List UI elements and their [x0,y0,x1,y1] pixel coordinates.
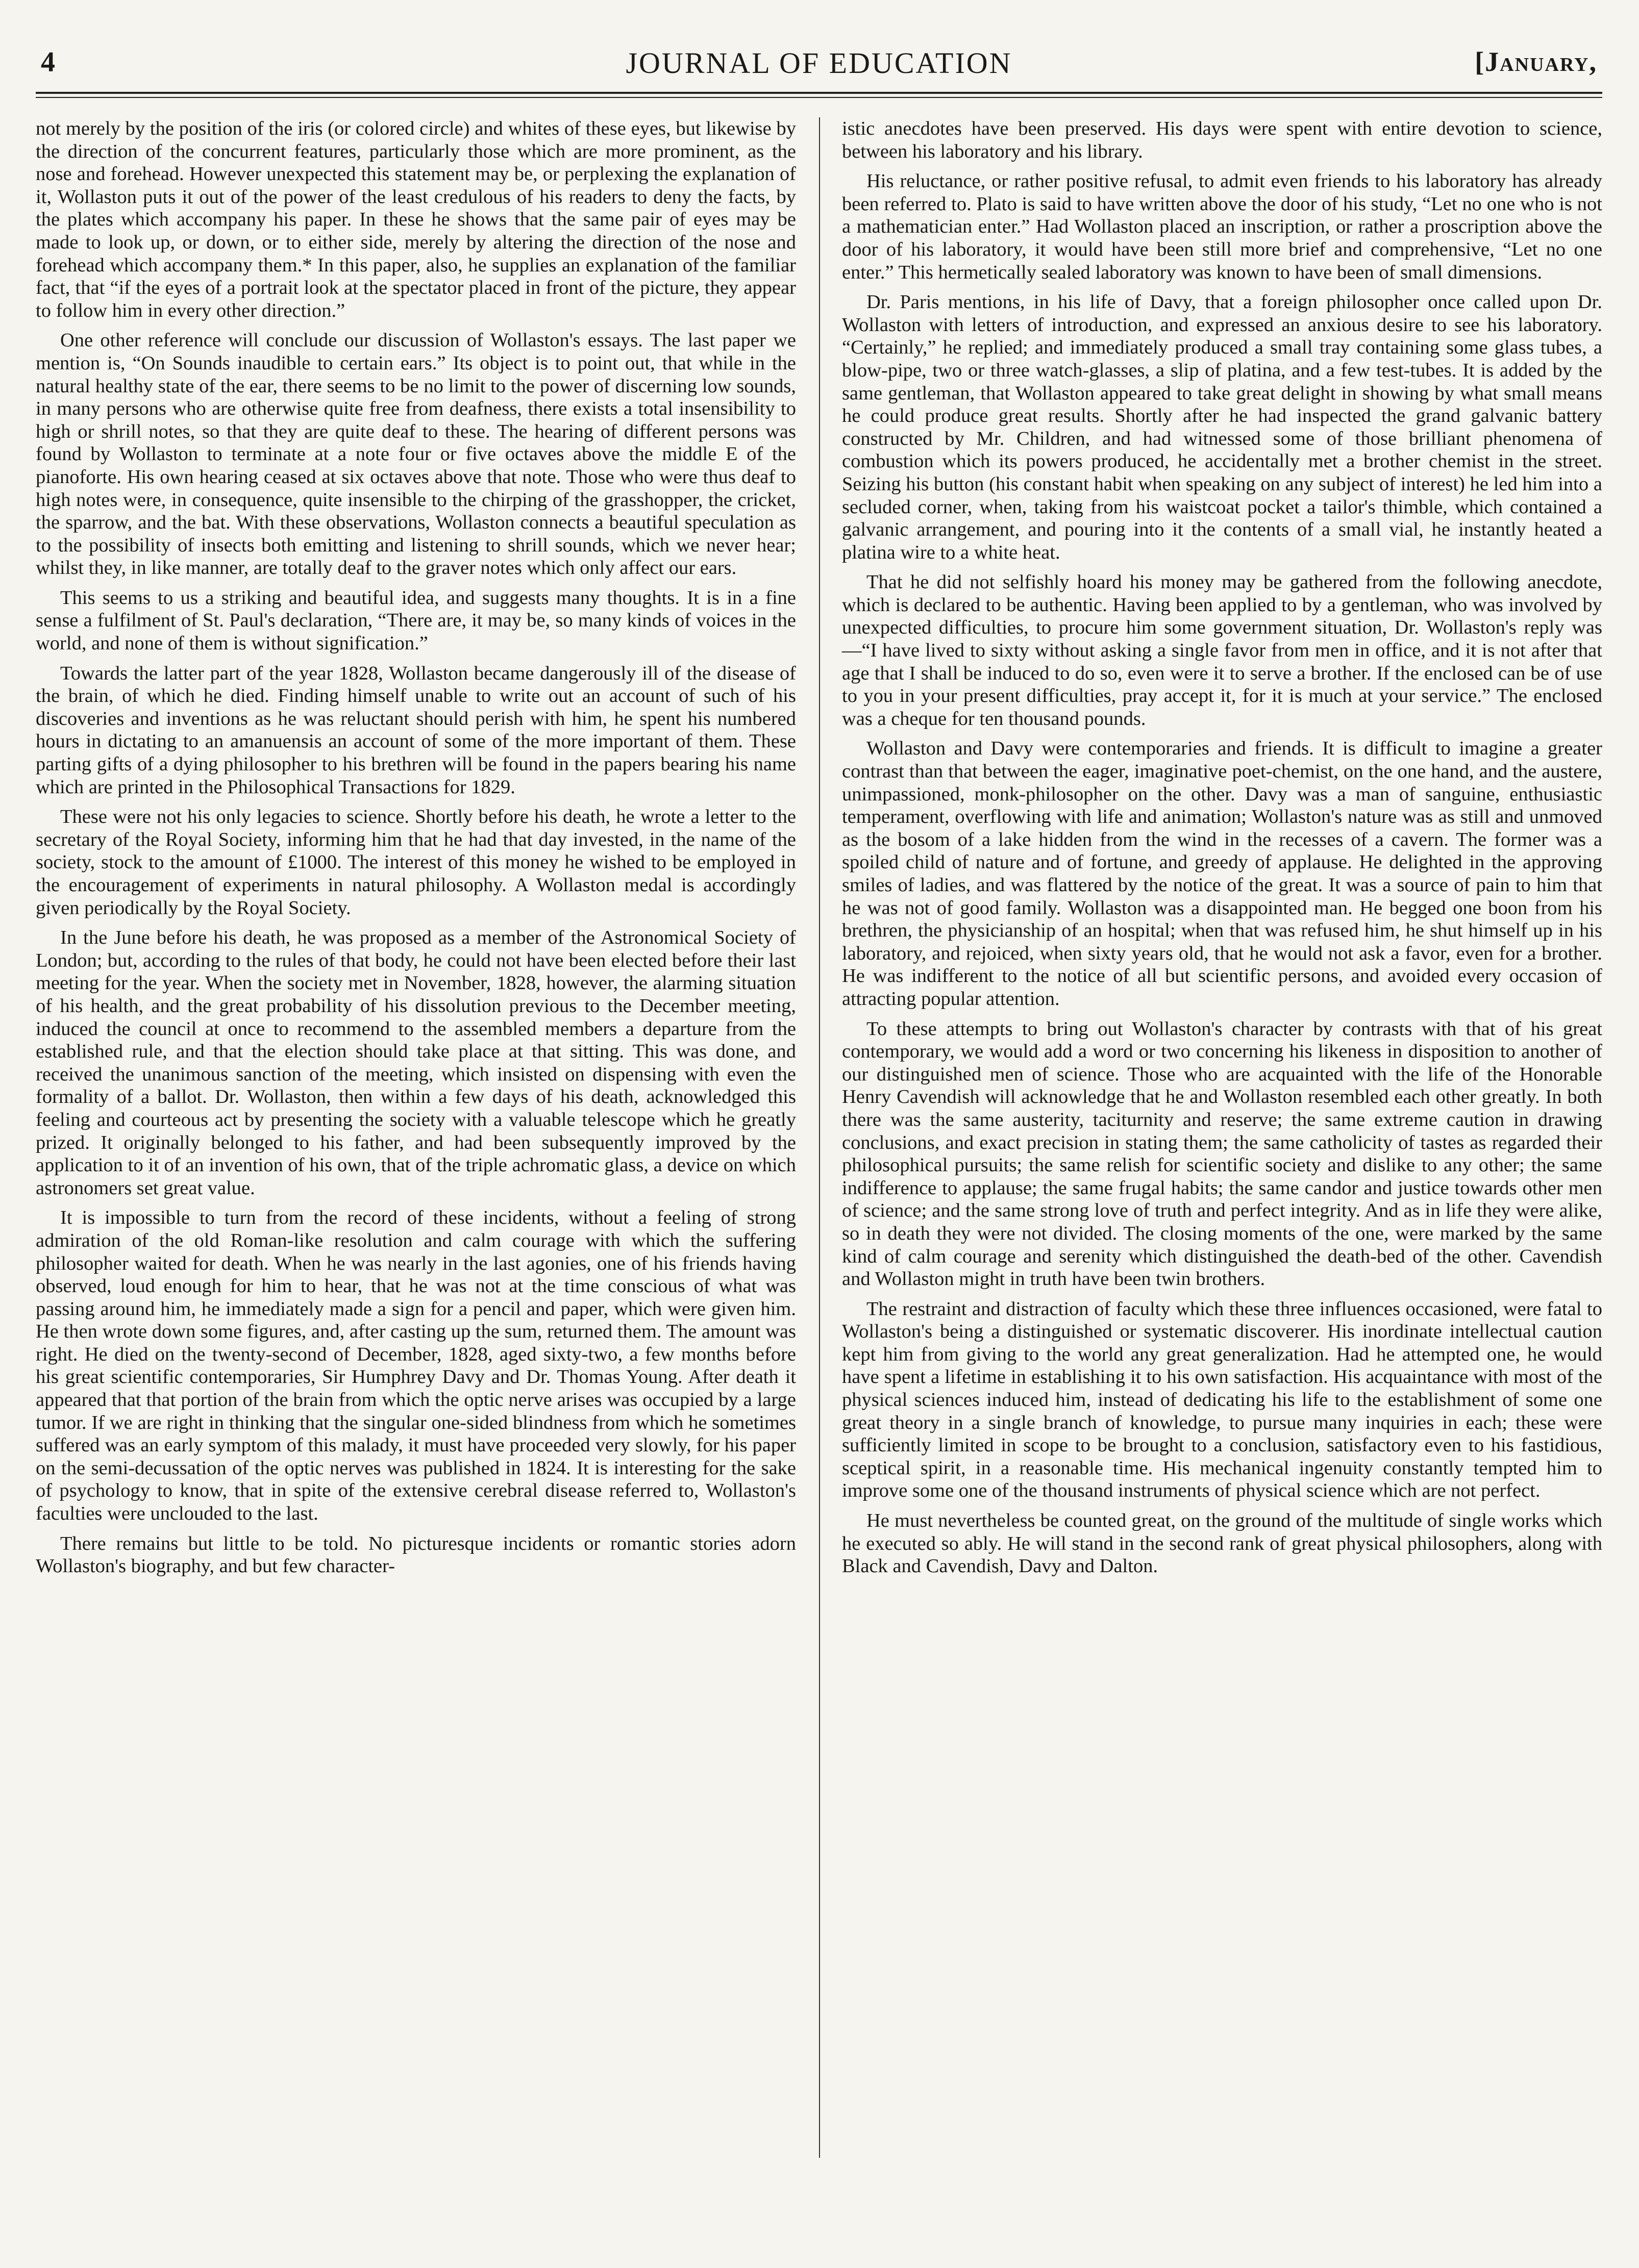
issue-month: [January, [1475,46,1597,77]
left-column [36,117,796,1585]
paragraph: That he did not selfishly hoard his money may be gathered from the following anecdote, which is declared to be authentic. Having been applied to by a gentleman, who was involved by unexpected difficulties, to procure him some government situation, Dr. Wollaston's reply was—“I have lived to sixty without asking a single favor from men in office, and it is not after that age that I shall be induced to do so, even were it to serve a brother. If the enclosed can be of use to you in your present difficulties, pray accept it, for it is much at your service.” The enclosed was a cheque for ten thousand pounds. [842,571,1602,729]
paragraph: There remains but little to be told. No picturesque incidents or romantic stories adorn Wollaston's biography, and but few character- [36,1532,796,1577]
paragraph: In the June before his death, he was proposed as a member of the Astronomical Society of London; but, according to the rules of that body, he could not have been elected before their last meeting for the year. When the society met in November, 1828, however, the alarming situation of his health, and the great probability of his dissolution previous to the December meeting, induced the council at once to recommend to the assembled members a departure from the established rule, and that the election should take place at that sitting. This was done, and received the unanimous sanction of the meeting, which insisted on dispensing with even the formality of a ballot. Dr. Wollaston, then within a few days of his death, acknowledged this feeling and courteous act by presenting the society with a valuable telescope which he greatly prized. It originally belonged to his father, and had been subsequently improved by the application to it of an invention of his own, that of the triple achromatic glass, a device on which astronomers set great value. [36,927,796,1199]
column-divider [819,117,820,2158]
paragraph: not merely by the position of the iris (or colored circle) and whites of these eyes, but likewise by the direction of the concurrent features, particularly those which are more prominent, as the nose and forehead. However unexpected this statement may be, or perplexing the explanation of it, Wollaston puts it out of the power of the least credulous of his readers to deny the facts, by the plates which accompany his paper. In these he shows that the same pair of eyes may be made to look up, or down, or to either side, merely by altering the direction of the nose and forehead which accompany them.* In this paper, also, he supplies an explanation of the familiar fact, that “if the eyes of a portrait look at the spectator placed in front of the picture, they appear to follow him in every other direction.” [36,118,796,321]
journal-page [36,36,1602,2245]
page-number: 4 [41,46,55,78]
paragraph: He must nevertheless be counted great, on the ground of the multitude of single works which he executed so ably. He will stand in the second rank of great physical philosophers, along with Black and Cavendish, Davy and Dalton. [842,1510,1602,1577]
paragraph: One other reference will conclude our discussion of Wollaston's essays. The last paper we mention is, “On Sounds inaudible to certain ears.” Its object is to point out, that while in the natural healthy state of the ear, there seems to be no limit to the power of discerning low sounds, in many persons who are otherwise quite free from deafness, there exists a total insensibility to high or shrill notes, so that they are quite deaf to these. The hearing of different persons was found by Wollaston to terminate at a note four or five octaves above the middle E of the pianoforte. His own hearing ceased at six octaves above that note. Those who were thus deaf to high notes were, in consequence, quite insensible to the chirping of the grasshopper, the cricket, the sparrow, and the bat. With these observations, Wollaston connects a beautiful speculation as to the possibility of insects both emitting and listening to shrill sounds, which we never hear; whilst they, in like manner, are totally deaf to the graver notes which only affect our ears. [36,330,796,579]
paragraph: It is impossible to turn from the record of these incidents, without a feeling of strong admiration of the old Roman-like resolution and calm courage with which the suffering philosopher waited for death. When he was nearly in the last agonies, one of his friends having observed, loud enough for him to hear, that he was not at the time conscious of what was passing around him, he immediately made a sign for a pencil and paper, which were given him. He then wrote down some figures, and, after casting up the sum, returned them. The amount was right. He died on the twenty-second of December, 1828, aged sixty-two, a few months before his great scientific contemporaries, Sir Humphrey Davy and Dr. Thomas Young. After death it appeared that that portion of the brain from which the optic nerve arises was occupied by a large tumor. If we are right in thinking that the singular one-sided blindness from which he sometimes suffered was an early symptom of this malady, it must have proceeded very slowly, for his paper on the semi-decussation of the optic nerves was published in 1824. It is interesting for the sake of psychology to know, that in spite of the extensive cerebral disease referred to, Wollaston's faculties were unclouded to the last. [36,1207,796,1525]
paragraph: Wollaston and Davy were contemporaries and friends. It is difficult to imagine a greater contrast than that between the eager, imaginative poet-chemist, on the one hand, and the austere, unimpassioned, monk-philosopher on the other. Davy was a man of sanguine, enthusiastic temperament, overflowing with life and animation; Wollaston's nature was as still and unmoved as the bosom of a lake hidden from the wind in the recesses of a cavern. The former was a spoiled child of nature and of fortune, and greedy of applause. He delighted in the approving smiles of ladies, and was flattered by the notice of the great. It was a source of pain to him that he was not of good family. Wollaston was a disappointed man. He begged one boon from his brethren, the physicianship of an hospital; when that was refused him, he shut himself up in his laboratory, and rejoiced, when sixty years old, that he would not ask a favor, even for a brother. He was indifferent to the notice of all but scientific persons, and avoided every occasion of attracting popular attention. [842,738,1602,1010]
paragraph: Dr. Paris mentions, in his life of Davy, that a foreign philosopher once called upon Dr. Wollaston with letters of introduction, and expressed an anxious desire to see his laboratory. “Certainly,” he replied; and immediately produced a small tray containing some glass tubes, a blow-pipe, two or three watch-glasses, a slip of platina, and a few test-tubes. It is added by the same gentleman, that Wollaston appeared to take great delight in showing by what small means he could produce great results. Shortly after he had inspected the grand galvanic battery constructed by Mr. Children, and had witnessed some of those brilliant phenomena of combustion which its powers produced, he accidentally met a brother chemist in the street. Seizing his button (his constant habit when speaking on any subject of interest) he led him into a secluded corner, when, taking from his waistcoat pocket a tailor's thimble, which contained a galvanic arrangement, and pouring into it the contents of a small vial, he instantly heated a platina wire to a white heat. [842,291,1602,563]
paragraph: This seems to us a striking and beautiful idea, and suggests many thoughts. It is in a fine sense a fulfilment of St. Paul's declaration, “There are, it may be, so many kinds of voices in the world, and none of them is without signification.” [36,587,796,654]
paragraph: To these attempts to bring out Wollaston's character by contrasts with that of his great contemporary, we would add a word or two concerning his likeness in disposition to another of our distinguished men of science. Those who are acquainted with the life of the Honorable Henry Cavendish will acknowledge that he and Wollaston resembled each other greatly. In both there was the same austerity, taciturnity and reserve; the same extreme caution in drawing conclusions, and exact precision in stating them; the same catholicity of tastes as regarded their philosophical pursuits; the same relish for scientific society and dislike to any other; the same indifference to applause; the same frugal habits; the same candor and justice towards other men of science; and the same strong love of truth and perfect integrity. And as in life they were alike, so in death they were not divided. The closing moments of the one, were marked by the same kind of calm courage and serenity which distinguished the death-bed of the other. Cavendish and Wollaston might in truth have been twin brothers. [842,1018,1602,1290]
paragraph: The restraint and distraction of faculty which these three influences occasioned, were fatal to Wollaston's being a distinguished or systematic discoverer. His inordinate intellectual caution kept him from giving to the world any great generalization. Had he attempted one, he would have spent a lifetime in establishing it to his own satisfaction. His acquaintance with most of the physical sciences induced him, instead of dedicating his life to the establishment of some one great theory in a single branch of knowledge, to pursue many inquiries in each; these were sufficiently limited in scope to be brought to a conclusion, satisfactory even to his fastidious, sceptical spirit, in a reasonable time. His mechanical ingenuity constantly tempted him to improve some one of the thousand instruments of physical science which are not perfect. [842,1298,1602,1502]
article-body [36,117,1602,2245]
page-header [36,36,1602,92]
header-rule [36,92,1602,98]
right-column [842,117,1602,1585]
paragraph: istic anecdotes have been preserved. His days were spent with entire devotion to science, between his laboratory and his library. [842,118,1602,162]
paragraph: His reluctance, or rather positive refusal, to admit even friends to his laboratory has already been referred to. Plato is said to have written above the door of his study, “Let no one who is not a mathematician enter.” Had Wollaston placed an inscription, or rather a proscription above the door of his laboratory, it would have been still more brief and comprehensive, “Let no one enter.” This hermetically sealed laboratory was known to have been of small dimensions. [842,170,1602,283]
paragraph: These were not his only legacies to science. Shortly before his death, he wrote a letter to the secretary of the Royal Society, informing him that he had that day invested, in the name of the society, stock to the amount of £1000. The interest of this money he wished to be employed in the encouragement of experiments in natural philosophy. A Wollaston medal is accordingly given periodically by the Royal Society. [36,806,796,919]
journal-title: JOURNAL OF EDUCATION [626,46,1012,80]
paragraph: Towards the latter part of the year 1828, Wollaston became dangerously ill of the disease of the brain, of which he died. Finding himself unable to write out an account of such of his discoveries and inventions as he was reluctant should perish with him, he spent his numbered hours in dictating to an amanuensis an account of some of the more important of them. These parting gifts of a dying philosopher to his brethren will be found in the papers bearing his name which are printed in the Philosophical Transactions for 1829. [36,662,796,798]
